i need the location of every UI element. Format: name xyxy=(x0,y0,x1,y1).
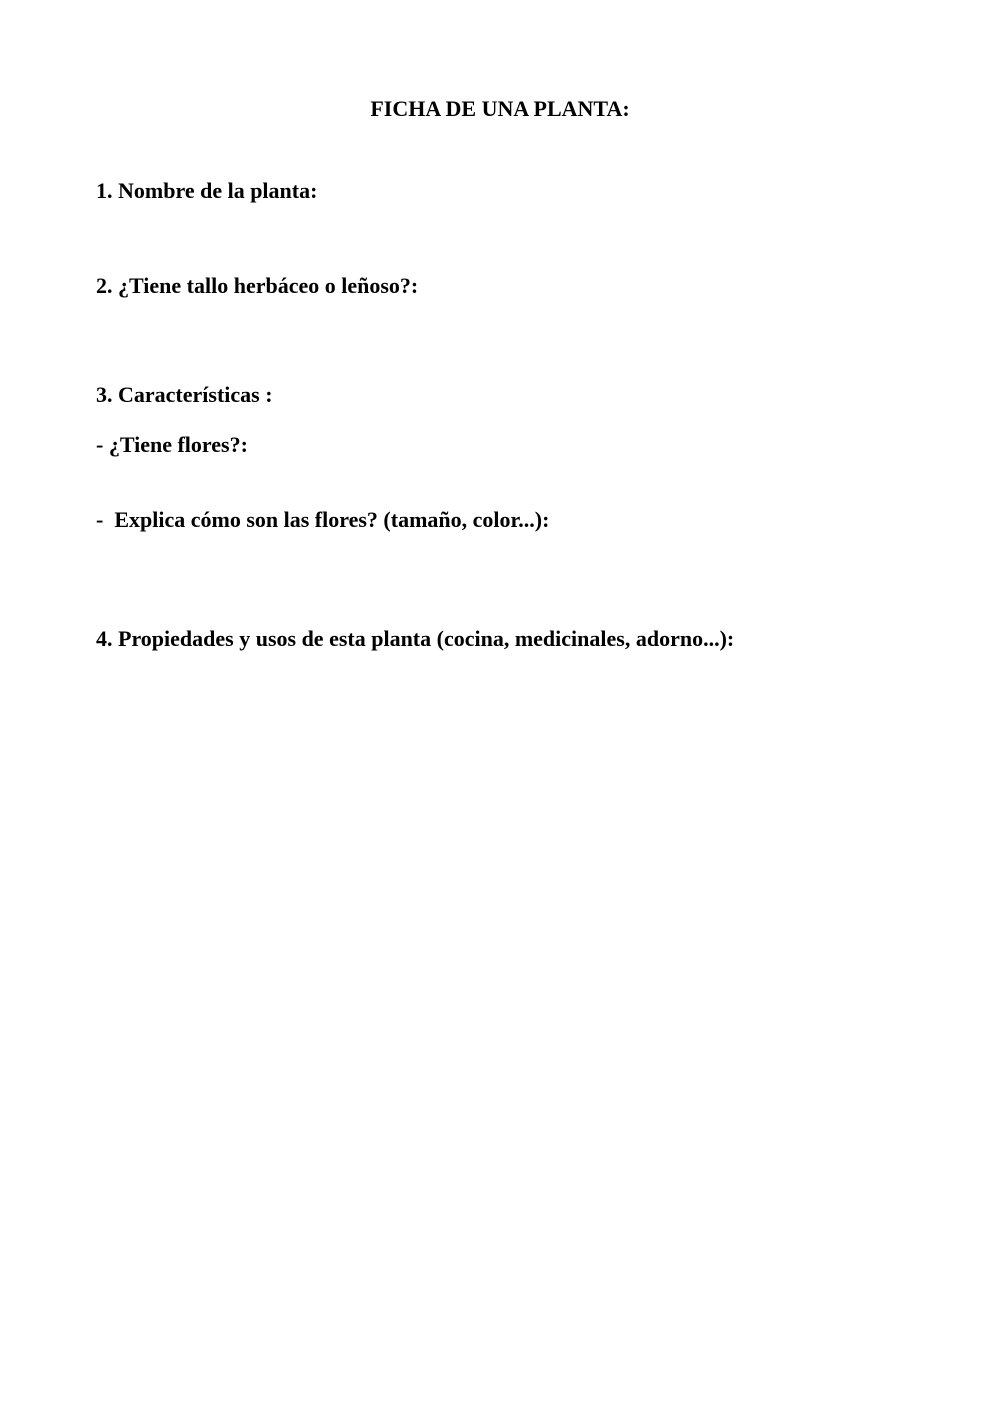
question-describe-flowers: - Explica cómo son las flores? (tamaño, color...): xyxy=(96,507,550,532)
question-stem-type: 2. ¿Tiene tallo herbáceo o leñoso?: xyxy=(96,273,419,298)
question-properties-uses: 4. Propiedades y usos de esta planta (cocina, medicinales, adorno...): xyxy=(96,626,735,651)
question-plant-name: 1. Nombre de la planta: xyxy=(96,178,318,203)
page-title: FICHA DE UNA PLANTA: xyxy=(370,96,630,121)
question-characteristics: 3. Características : xyxy=(96,382,273,407)
question-has-flowers: - ¿Tiene flores?: xyxy=(96,432,248,457)
